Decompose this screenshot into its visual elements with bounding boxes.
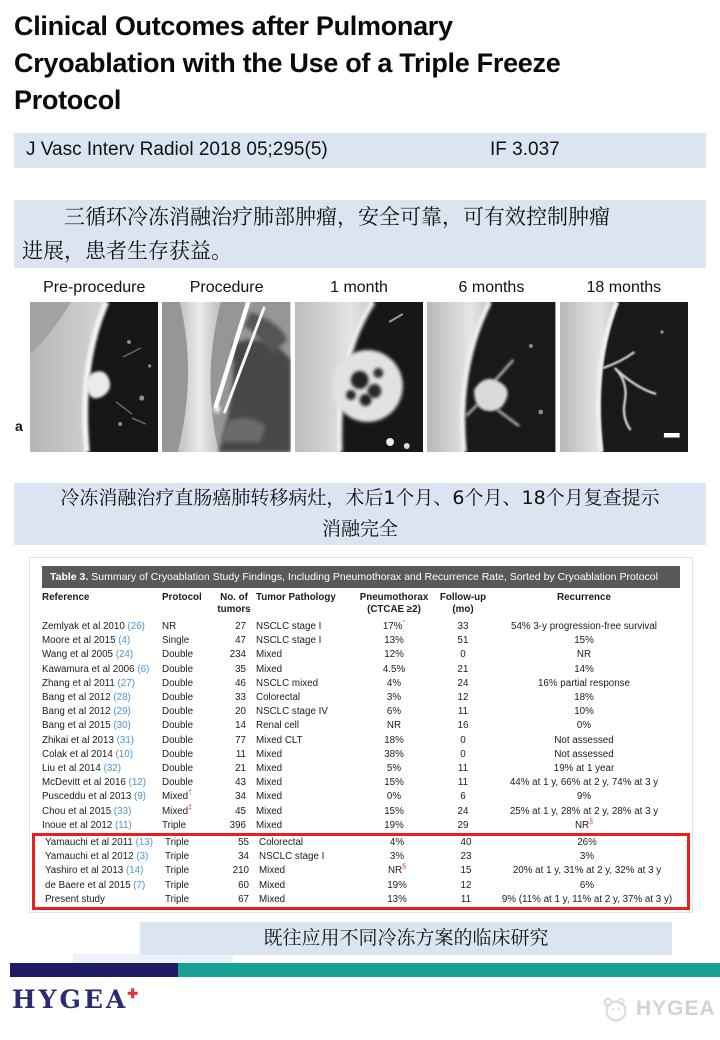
hygea-logo — [12, 985, 138, 1014]
logo-cross-icon: ✚ — [127, 987, 139, 1002]
title-line-1: Clinical Outcomes after Pulmonary — [14, 11, 453, 41]
study-table-panel — [30, 558, 692, 912]
hygea-watermark-logo-icon — [601, 995, 629, 1023]
col-tumor-pathology: Tumor Pathology — [256, 592, 336, 603]
impact-factor: IF 3.037 — [490, 139, 560, 160]
footer-navy-bar — [10, 963, 178, 977]
table-row: Inoue et al 2012 (11) Triple 396 Mixed 19% 29 NR§ — [42, 818, 594, 831]
table-row: Bang et al 2012 (28) Double 33 Colorectal 3% 12 18% — [42, 692, 594, 704]
watermark-text: HYGEA — [636, 997, 716, 1020]
page-title — [14, 8, 674, 119]
label-pre-procedure: Pre-procedure — [43, 279, 146, 296]
summary-box — [14, 200, 706, 268]
col-reference: Reference — [42, 592, 90, 603]
hygea-logo-text: HYGEA — [12, 985, 129, 1014]
scale-bar — [664, 433, 680, 438]
col-pneumothorax: Pneumothorax (CTCAE ≥2) — [359, 592, 429, 615]
table-row: Moore et al 2015 (4) Single 47 NSCLC stage I 13% 51 15% — [42, 635, 594, 647]
label-procedure: Procedure — [189, 279, 264, 296]
table-row: Yamauchi et al 2011 (13) Triple 55 Colorectal 4% 40 26% — [45, 837, 597, 849]
table-row: Bang et al 2012 (29) Double 20 NSCLC stage IV 6% 11 10% — [42, 706, 594, 718]
footer-teal-bar — [178, 963, 720, 977]
ct-scan-pre-procedure — [30, 302, 158, 452]
table-title-bar — [42, 566, 680, 588]
ct-figure-strip — [30, 302, 688, 452]
table-row: Liu et al 2014 (32) Double 21 Mixed 5% 11 19% at 1 year — [42, 763, 615, 775]
journal-citation-bar — [14, 133, 706, 168]
table-row: Colak et al 2014 (10) Double 11 Mixed 38% 0 Not assessed — [42, 748, 614, 760]
hygea-watermark — [601, 995, 716, 1023]
col-protocol: Protocol — [162, 592, 202, 603]
triple-protocol-highlight-box — [32, 833, 690, 910]
journal-citation: J Vasc Interv Radiol 2018 05;295(5) — [26, 139, 328, 160]
summary-line-2: 进展，患者生存获益。 — [22, 239, 232, 263]
study-table — [42, 592, 680, 910]
figure-caption — [14, 483, 706, 545]
table-row: Chou et al 2015 (33) Mixed‡ 45 Mixed 15% 24 25% at 1 y, 28% at 2 y, 28% at 3 y — [42, 804, 659, 817]
table-row: Wang et al 2005 (24) Double 234 Mixed 12% 0 NR — [42, 649, 592, 661]
figure-panel-marker: a — [15, 418, 23, 434]
ct-scan-18-months — [560, 302, 688, 452]
table-row: Yamauchi et al 2012 (3) Triple 34 NSCLC stage I 3% 23 3% — [45, 851, 595, 863]
figure-caption-line-1: 冷冻消融治疗直肠癌肺转移病灶，术后1个月、6个月、18个月复查提示 — [60, 487, 660, 509]
ct-scan-1-month — [295, 302, 423, 452]
table-row: Yashiro et al 2013 (14) Triple 210 Mixed NR§ 15 20% at 1 y, 31% at 2 y, 32% at 3 y — [45, 864, 662, 877]
table-row: Zhang et al 2011 (27) Double 46 NSCLC mixed 4% 24 16% partial response — [42, 677, 631, 689]
title-line-3: Protocol — [14, 85, 122, 115]
table-row: Present study Triple 67 Mixed 13% 11 9% (11% at 1 y, 11% at 2 y, 37% at 3 y) — [45, 893, 673, 905]
table-body-normal — [42, 620, 680, 833]
figure-caption-line-2: 消融完全 — [321, 518, 398, 540]
table-row: Kawamura et al 2006 (6) Double 35 Mixed 4.5% 21 14% — [42, 663, 594, 675]
figure-labels — [30, 279, 688, 297]
ct-scan-6-months — [427, 302, 555, 452]
table-row: de Baere et al 2015 (7) Triple 60 Mixed 19% 12 6% — [45, 879, 595, 891]
label-6-months: 6 months — [458, 279, 525, 296]
table-row: McDevitt et al 2016 (12) Double 43 Mixed 15% 11 44% at 1 y, 66% at 2 y, 74% at 3 y — [42, 777, 659, 789]
table-number: Table 3. — [50, 571, 89, 583]
title-line-2: Cryoablation with the Use of a Triple Freeze — [14, 48, 561, 78]
table-row: Zhikai et al 2013 (31) Double 77 Mixed CLT 18% 0 Not assessed — [42, 734, 614, 746]
col-recurrence: Recurrence — [557, 592, 611, 603]
col-no-of-tumors: No. of tumors — [217, 592, 251, 615]
table-caption: 既往应用不同冷冻方案的临床研究 — [140, 922, 672, 955]
table-header-row — [42, 592, 680, 616]
summary-line-1: 三循环冷冻消融治疗肺部肿瘤，安全可靠，可有效控制肿瘤 — [22, 205, 610, 229]
table-row: Zemlyak et al 2010 (26) NR 27 NSCLC stage I 17%* 33 54% 3-y progression-free survival — [42, 619, 657, 632]
table-row: Pusceddu et al 2013 (9) Mixed† 34 Mixed 0% 6 9% — [42, 790, 592, 803]
footer-decoration-strip — [73, 954, 233, 963]
ct-scan-procedure-needles — [162, 302, 290, 452]
table-row: Bang et al 2015 (30) Double 14 Renal cell NR 16 0% — [42, 720, 592, 732]
table-title: Summary of Cryoablation Study Findings, Including Pneumothorax and Recurrence Rate, Sorted by Cryoablation Protocol — [88, 571, 658, 583]
label-1-month: 1 month — [330, 279, 388, 296]
col-follow-up: Follow-up (mo) — [439, 592, 487, 615]
label-18-months: 18 months — [586, 279, 662, 296]
